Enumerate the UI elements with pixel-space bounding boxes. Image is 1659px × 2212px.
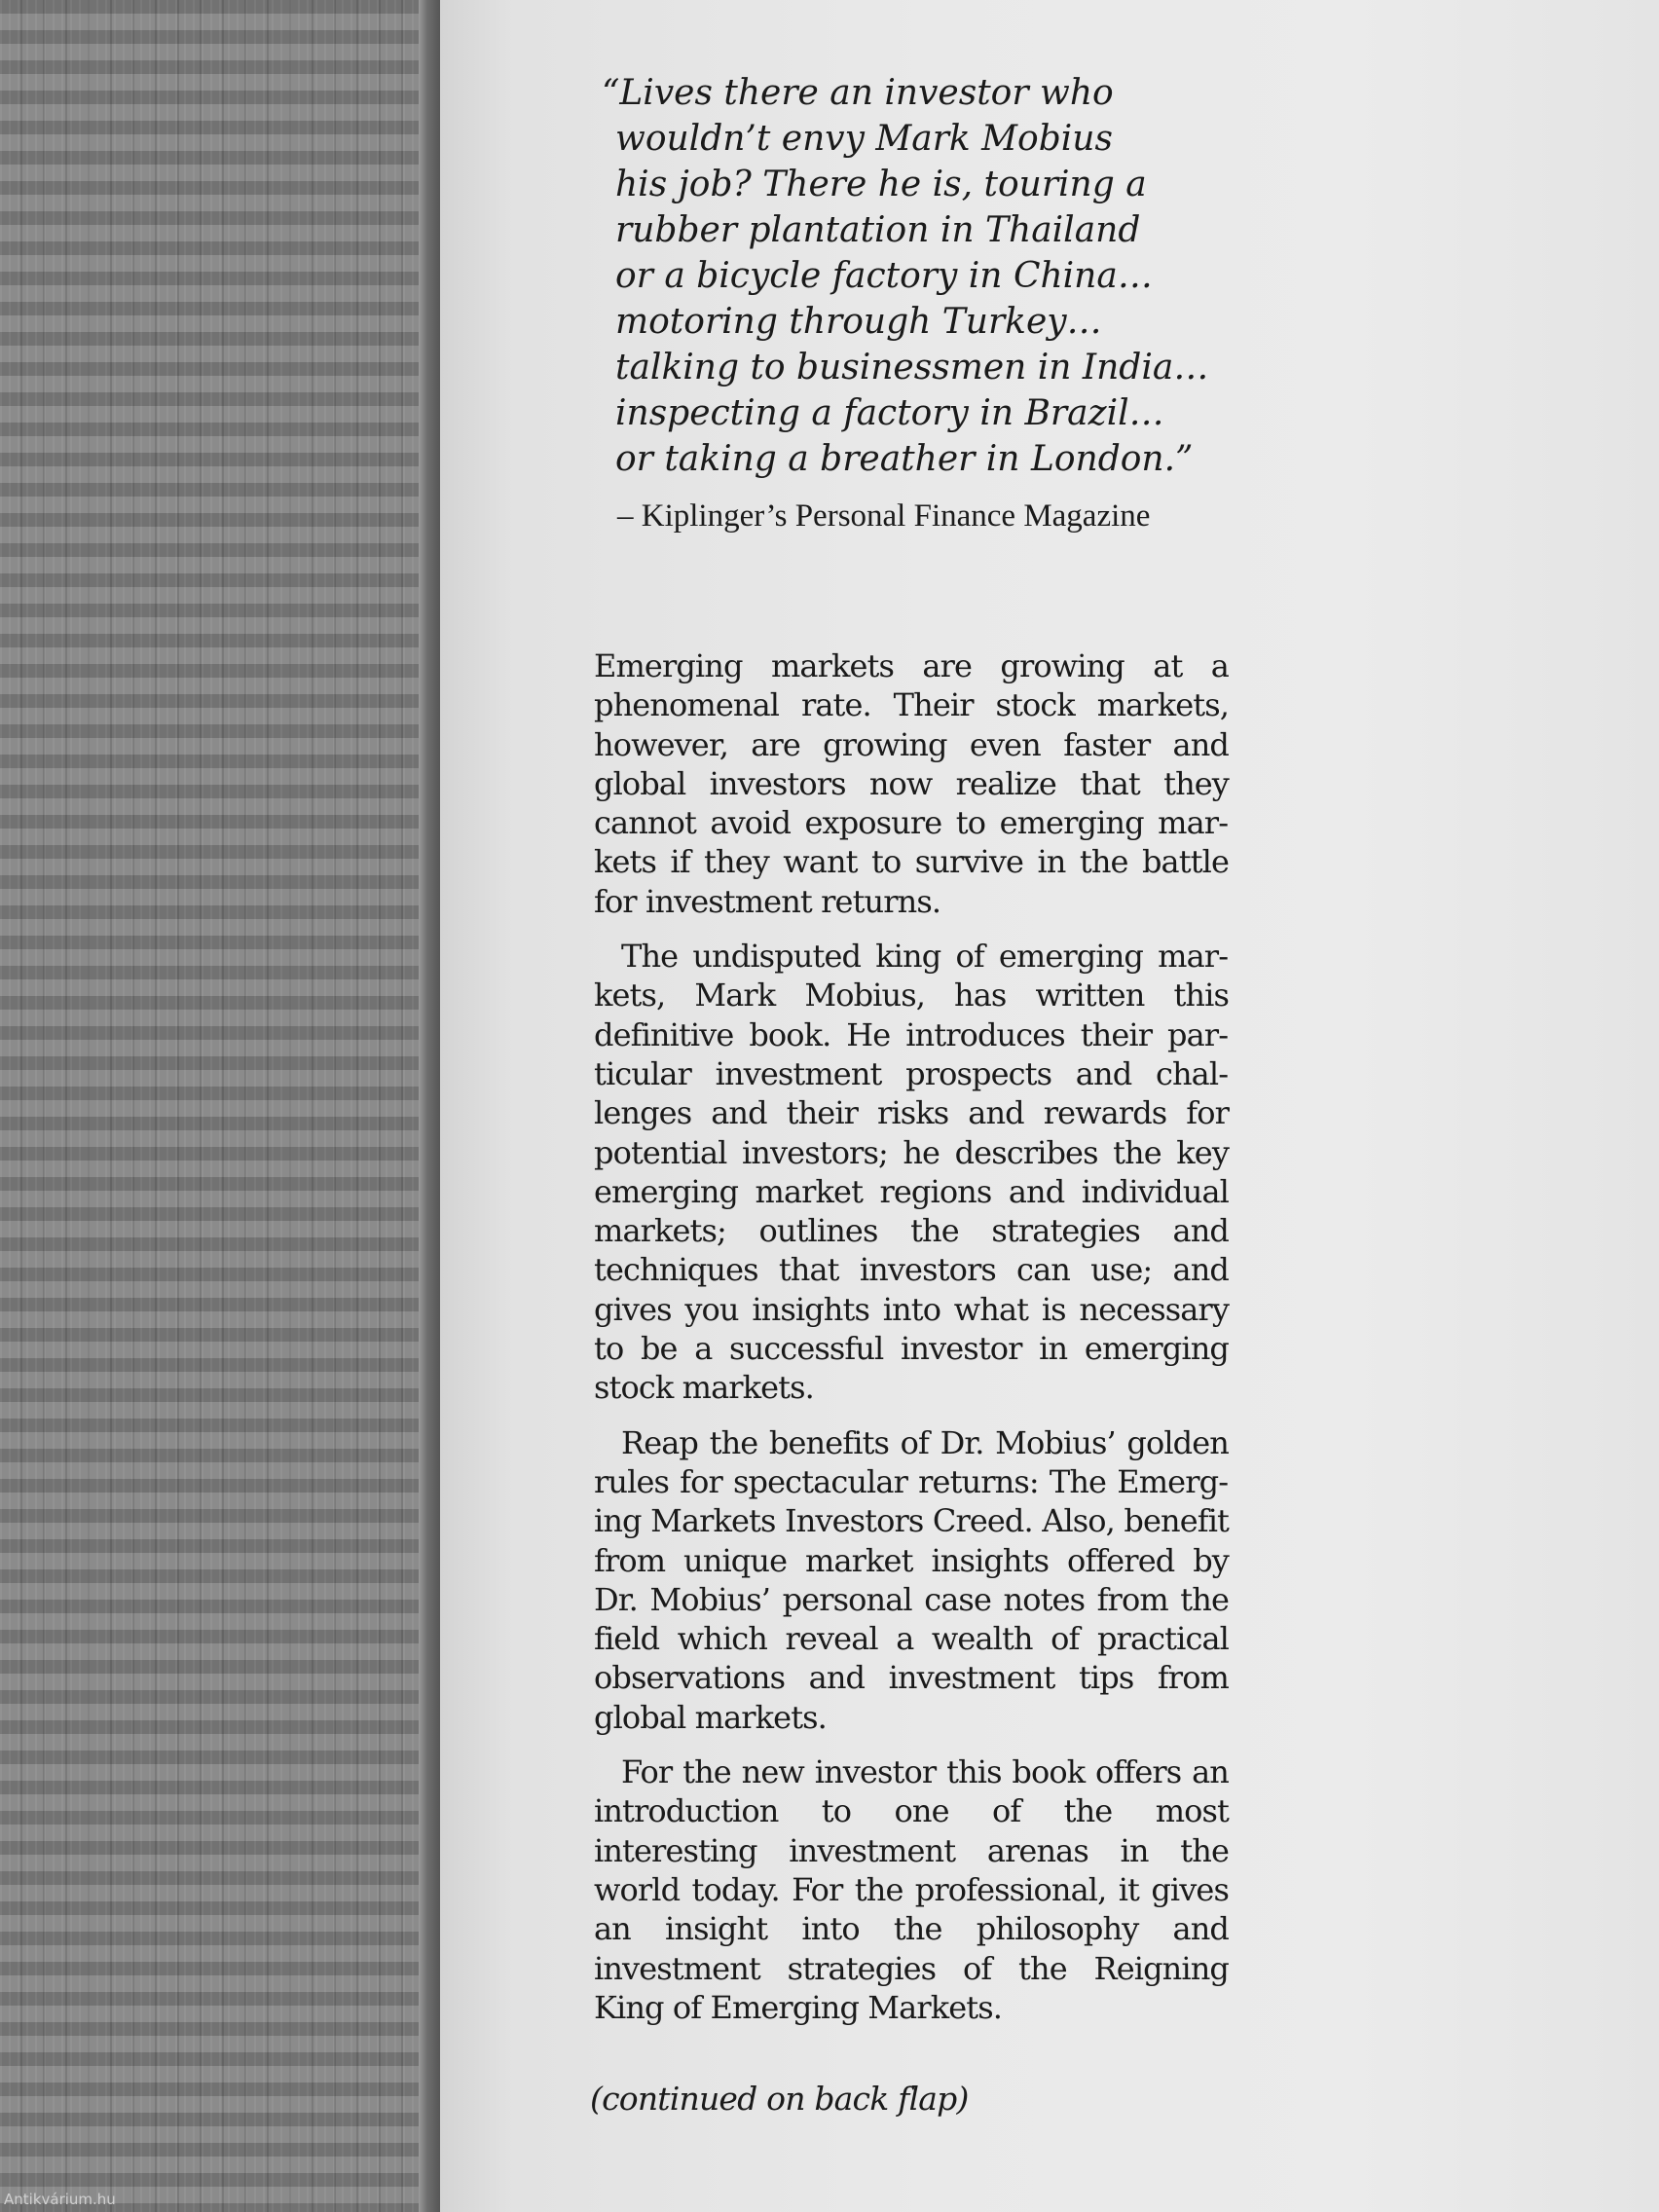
quote-line: his job? There he is, touring a <box>615 165 1147 204</box>
body-paragraph: For the new investor this book offers an introduction to one of the most interesting investment arenas in the world today. For the professional, it gives an insight into the philosophy and investment strategies of the Reigning King of Emerging Markets. <box>594 1753 1229 2026</box>
wooden-background <box>0 0 428 2212</box>
body-paragraph: The undisputed king of emerging markets, Mark Mobius, has written this definitive book. He introduces their particular investment prospects and challenges and their risks and rewards for potential investors; he describes the key emerging market regions and individual markets; outlines the strategies and techniques that investors can use; and gives you insights into what is necessary to be a successful investor in emerging stock markets. <box>594 938 1229 1407</box>
continued-note: (continued on back flap) <box>590 2080 969 2118</box>
body-paragraph: Emerging markets are growing at a phenomenal rate. Their stock markets, however, are growing even faster and global investors now realize that they cannot avoid exposure to emerging markets if they want to survive in the battle for investment returns. <box>594 647 1229 920</box>
quote-line: “Lives there an investor who <box>602 73 1114 113</box>
quote-line: or a bicycle factory in China… <box>615 256 1153 296</box>
pull-quote <box>602 70 1244 482</box>
quote-attribution: – Kiplinger’s Personal Finance Magazine <box>617 498 1151 534</box>
quote-line: talking to businessmen in India… <box>615 348 1209 387</box>
quote-line: inspecting a factory in Brazil… <box>615 393 1164 433</box>
quote-line: wouldn’t envy Mark Mobius <box>615 119 1113 159</box>
body-paragraph: Reap the benefits of Dr. Mobius’ golden rules for spectacular returns: The Emerging Markets Investors Creed. Also, benefit from unique market insights offered by Dr. Mobius’ personal case notes from the field which reveal a wealth of practical observations and investment tips from global markets. <box>594 1423 1229 1736</box>
quote-line: rubber plantation in Thailand <box>615 210 1141 250</box>
watermark-text: Antikvárium.hu <box>4 2191 116 2208</box>
blurb-body <box>594 646 1229 2043</box>
quote-line: motoring through Turkey… <box>615 302 1102 342</box>
quote-line: or taking a breather in London.” <box>615 439 1194 479</box>
page-edge-shadow <box>419 0 440 2212</box>
